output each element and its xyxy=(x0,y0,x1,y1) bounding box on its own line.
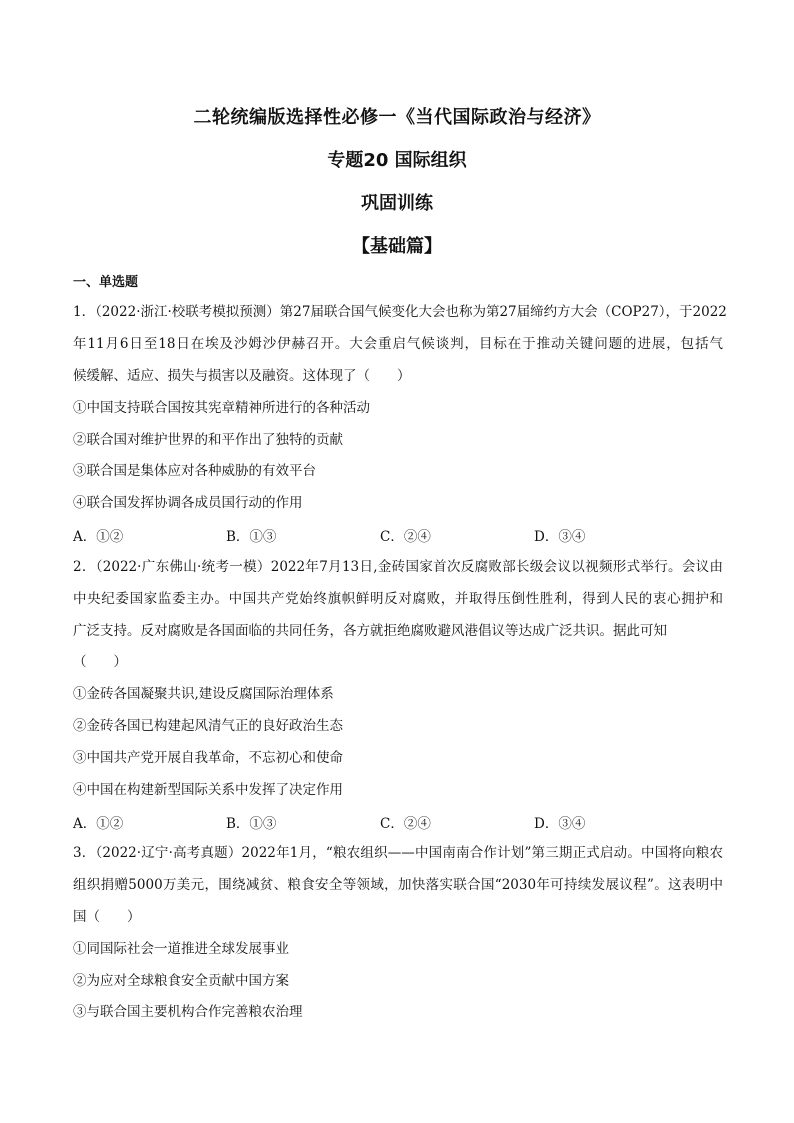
question-2-option-c[interactable]: C．②④ xyxy=(380,816,431,832)
question-2-line-2: 中央纪委国家监委主办。中国共产党始终旗帜鲜明反对腐败，并取得压倒性胜利，得到人民的衷心拥护和 xyxy=(73,591,723,607)
question-2-line-3: 广泛支持。反对腐败是各国面临的共同任务，各方就拒绝腐败避风港倡议等达成广泛共识。据此可知 xyxy=(73,623,667,639)
question-3-item-3: ③与联合国主要机构合作完善粮农治理 xyxy=(73,1004,303,1020)
section-label: 一、单选题 xyxy=(73,275,139,290)
question-2-option-d[interactable]: D．③④ xyxy=(534,816,586,832)
question-3-line-2: 组织捐赠5000万美元，围绕减贫、粮食安全等领域，加快落实联合国“2030年可持续发展议程”。这表明中 xyxy=(73,877,723,893)
question-3-item-1: ①同国际社会一道推进全球发展事业 xyxy=(73,941,289,957)
question-2-option-a[interactable]: A．①② xyxy=(73,816,124,832)
question-1-option-c[interactable]: C．②④ xyxy=(380,529,431,545)
level-heading: 【基础篇】 xyxy=(352,236,442,257)
question-1-item-4: ④联合国发挥协调各成员国行动的作用 xyxy=(73,495,303,511)
question-2-line-4: （ ） xyxy=(73,654,127,670)
question-2-item-1: ①金砖各国凝聚共识,建设反腐国际治理体系 xyxy=(73,686,334,702)
question-1-option-a[interactable]: A．①② xyxy=(73,529,124,545)
question-3-item-2: ②为应对全球粮食安全贡献中国方案 xyxy=(73,973,289,989)
question-1-option-d[interactable]: D．③④ xyxy=(534,529,586,545)
question-1-item-2: ②联合国对维护世界的和平作出了独特的贡献 xyxy=(73,432,343,448)
question-3-line-3: 国（ ） xyxy=(73,909,141,925)
question-2-item-4: ④中国在构建新型国际关系中发挥了决定作用 xyxy=(73,782,343,798)
question-2-item-2: ②金砖各国已构建起风清气正的良好政治生态 xyxy=(73,718,343,734)
document-title: 二轮统编版选择性必修一《当代国际政治与经济》 xyxy=(193,107,601,128)
topic-heading: 专题20 国际组织 xyxy=(327,150,467,171)
question-2-line-1: 2．（2022·广东佛山·统考一模）2022年7月13日,金砖国家首次反腐败部长级会议以视频形式举行。会议由 xyxy=(73,559,723,575)
question-1-option-b[interactable]: B．①③ xyxy=(226,529,277,545)
subtitle-heading: 巩固训练 xyxy=(361,193,433,214)
question-1-line-1: 1．（2022·浙江·校联考模拟预测）第27届联合国气候变化大会也称为第27届缔约方大会（COP27），于2022 xyxy=(73,304,727,320)
question-1-item-3: ③联合国是集体应对各种威胁的有效平台 xyxy=(73,463,316,479)
question-3-line-1: 3．（2022·辽宁·高考真题）2022年1月，“粮农组织——中国南南合作计划”第三期正式启动。中国将向粮农 xyxy=(73,845,723,861)
question-1-line-3: 候缓解、适应、损失与损害以及融资。这体现了（ ） xyxy=(73,368,411,384)
question-2-item-3: ③中国共产党开展自我革命，不忘初心和使命 xyxy=(73,750,343,766)
question-1-line-2: 年11月6日至18日在埃及沙姆沙伊赫召开。大会重启气候谈判，目标在于推动关键问题的进展，包括气 xyxy=(73,336,723,352)
question-2-option-b[interactable]: B．①③ xyxy=(226,816,277,832)
question-1-item-1: ①中国支持联合国按其宪章精神所进行的各种活动 xyxy=(73,400,370,416)
